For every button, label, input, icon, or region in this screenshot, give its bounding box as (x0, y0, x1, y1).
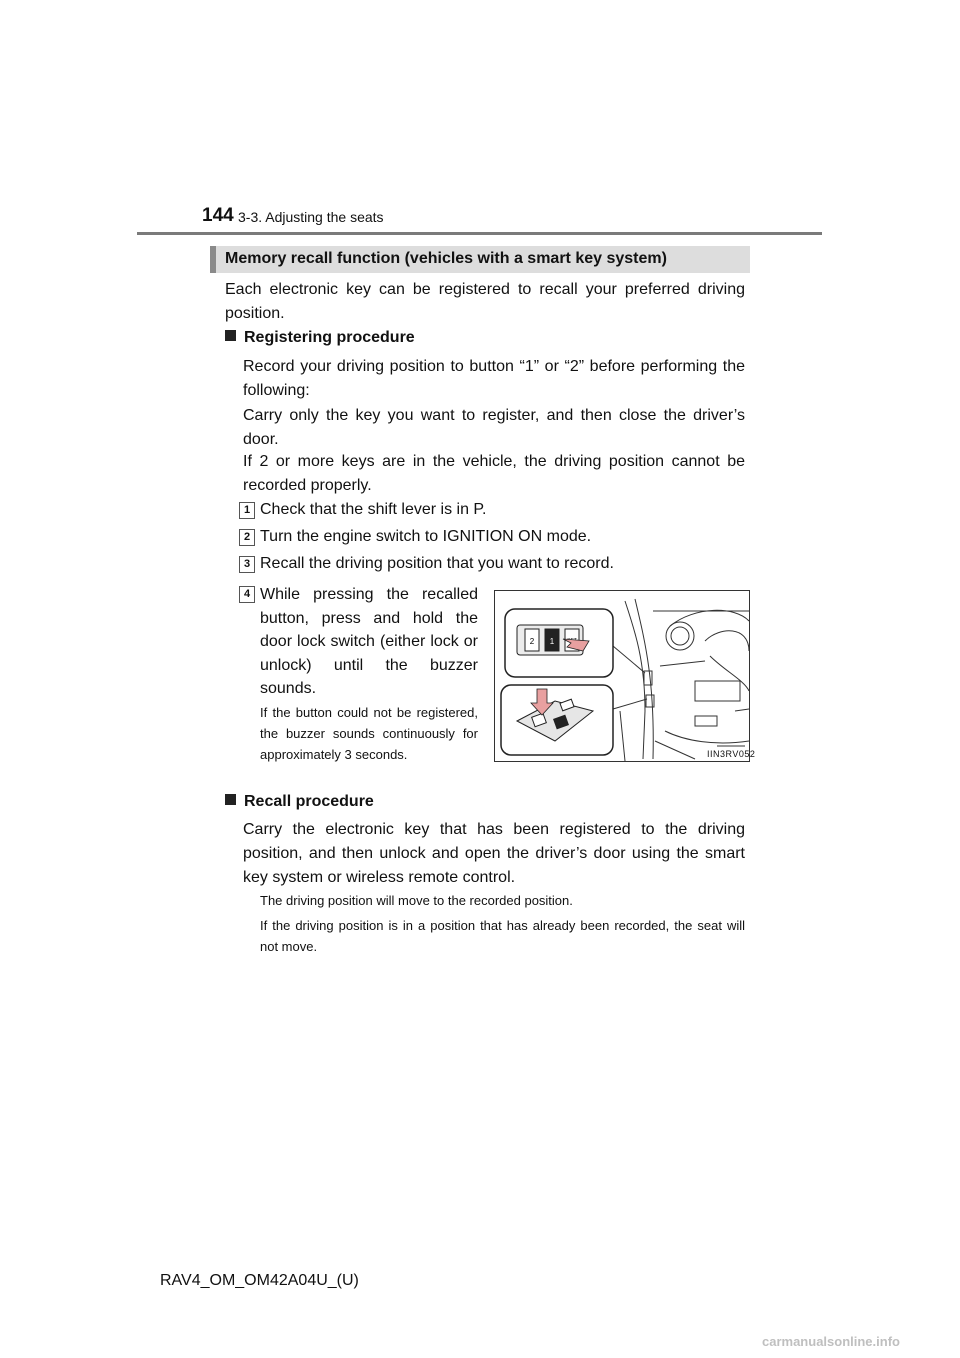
watermark: carmanualsonline.info (762, 1334, 900, 1349)
registering-title-text: Registering procedure (244, 329, 415, 346)
header-divider (137, 232, 822, 235)
recall-note-2: If the driving position is in a position that has already been recorded, the seat will not move. (260, 918, 745, 954)
registering-title (225, 329, 415, 347)
recall-title (225, 793, 374, 811)
step-4-text: While pressing the recalled button, press and hold the door lock switch (either lock or unlock) until the buzzer sounds. (260, 586, 478, 697)
door-switch-illustration (494, 590, 750, 762)
section-title: 3-3. Adjusting the seats (238, 209, 384, 225)
memory-button-2: 2 (529, 637, 535, 646)
section-heading: Memory recall function (vehicles with a smart key system) (225, 250, 667, 267)
recall-title-text: Recall procedure (244, 793, 374, 810)
registering-paragraph-1: Record your driving position to button “1” or “2” before performing the following: (243, 358, 745, 399)
step-number-1: 1 (239, 502, 255, 519)
bullet-square-icon (225, 794, 236, 805)
recall-note-1: The driving position will move to the recorded position. (260, 893, 573, 908)
page-number: 144 (202, 205, 234, 226)
bullet-square-icon (225, 330, 236, 341)
registering-paragraph-2a: Carry only the key you want to register, and then close the driver’s door. (243, 407, 745, 448)
step-2-text: Turn the engine switch to IGNITION ON mode. (260, 528, 592, 545)
step-number-2: 2 (239, 529, 255, 546)
registering-note: If the button could not be registered, the buzzer sounds continuously for approximately 3 seconds. (260, 705, 478, 762)
figure-label: IIN3RV052 (707, 749, 756, 759)
step-number-3: 3 (239, 556, 255, 573)
step-1-text: Check that the shift lever is in P. (260, 501, 487, 518)
step-number-4: 4 (239, 586, 255, 603)
recall-paragraph: Carry the electronic key that has been registered to the driving position, and then unlock and open the driver’s door using the smart key system or wireless remote control. (243, 821, 745, 886)
door-panel-drawing (495, 591, 749, 761)
footer-code: RAV4_OM_OM42A04U_(U) (160, 1272, 359, 1289)
step-3-text: Recall the driving position that you want to record. (260, 555, 614, 572)
memory-button-1: 1 (549, 637, 555, 646)
intro-paragraph: Each electronic key can be registered to recall your preferred driving position. (225, 281, 745, 322)
registering-paragraph-2b: If 2 or more keys are in the vehicle, the driving position cannot be recorded properly. (243, 453, 745, 494)
